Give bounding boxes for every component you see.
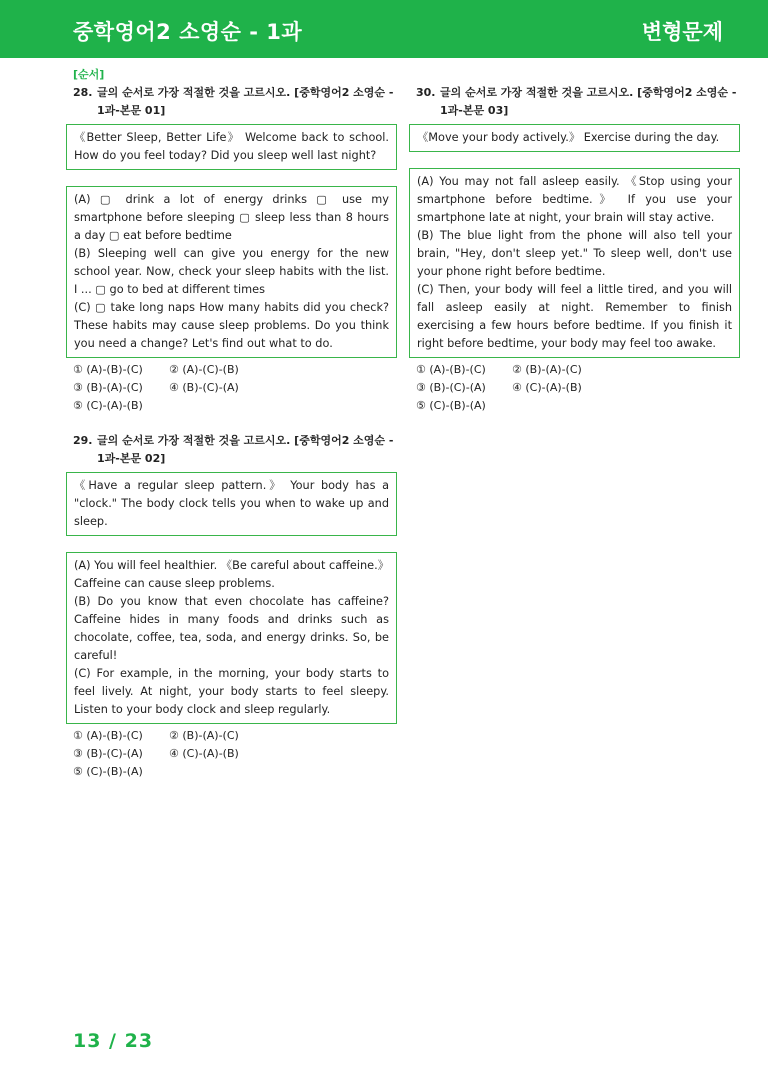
page-type-label: 변형문제 <box>641 20 723 44</box>
choice-3[interactable]: ③ (B)-(A)-(C) <box>73 381 143 394</box>
question-title-line1: 글의 순서로 가장 적절한 것을 고르시오. [중학영어2 소영순 - <box>97 434 394 447</box>
page-header <box>0 0 768 58</box>
choice-4[interactable]: ④ (C)-(A)-(B) <box>169 747 239 760</box>
question-title-line2: 1과-본문 03] <box>440 104 509 117</box>
choice-3[interactable]: ③ (B)-(C)-(A) <box>416 381 486 394</box>
question-header <box>66 432 397 468</box>
choice-1[interactable]: ① (A)-(B)-(C) <box>73 363 143 376</box>
choice-2[interactable]: ② (A)-(C)-(B) <box>169 363 239 376</box>
question-title-line2: 1과-본문 01] <box>97 104 166 117</box>
question-header <box>409 84 740 120</box>
choice-2[interactable]: ② (B)-(A)-(C) <box>169 729 239 742</box>
paragraph-c: (C) Then, your body will feel a little tired, and you will fall asleep easily at night. Remember to finish exercising a few hours before bedtime. If you finish it right before bedtime, your body may feel too awake. <box>417 283 732 350</box>
passage-box <box>66 186 397 358</box>
choice-5[interactable]: ⑤ (C)-(B)-(A) <box>73 765 143 778</box>
intro-box <box>66 472 397 536</box>
choice-4[interactable]: ④ (C)-(A)-(B) <box>512 381 582 394</box>
question-title-line1: 글의 순서로 가장 적절한 것을 고르시오. [중학영어2 소영순 - <box>97 86 394 99</box>
question-header <box>66 84 397 120</box>
intro-text: 《Move your body actively.》 Exercise during the day. <box>417 131 720 144</box>
answer-choices <box>66 361 397 415</box>
intro-box <box>66 124 397 170</box>
question-title-line2: 1과-본문 02] <box>97 452 166 465</box>
paragraph-b: (B) Do you know that even chocolate has caffeine? Caffeine hides in many foods and drinks such as chocolate, coffee, tea, soda, and energy drinks. So, be careful! <box>74 595 389 662</box>
answer-choices <box>409 361 740 415</box>
question-number: 29. <box>73 434 93 447</box>
paragraph-c: (C) ▢ take long naps How many habits did you check? These habits may cause sleep problems. Do you think you need a change? Let's find out what to do. <box>74 301 389 350</box>
choice-1[interactable]: ① (A)-(B)-(C) <box>416 363 486 376</box>
paragraph-a: (A) ▢ drink a lot of energy drinks ▢ use my smartphone before sleeping ▢ sleep less than 8 hours a day ▢ eat before bedtime <box>74 193 389 242</box>
intro-box <box>409 124 740 152</box>
intro-text: 《Better Sleep, Better Life》 Welcome back to school. How do you feel today? Did you sleep well last night? <box>74 131 389 162</box>
answer-choices <box>66 727 397 781</box>
paragraph-a: (A) You will feel healthier. 《Be careful about caffeine.》 Caffeine can cause sleep problems. <box>74 559 389 590</box>
question-category: [순서] <box>73 68 105 81</box>
passage-box <box>66 552 397 724</box>
page-number: 13 / 23 <box>73 1030 154 1052</box>
choice-2[interactable]: ② (B)-(A)-(C) <box>512 363 582 376</box>
choice-1[interactable]: ① (A)-(B)-(C) <box>73 729 143 742</box>
paragraph-b: (B) Sleeping well can give you energy for the new school year. Now, check your sleep habits with the list. I ... ▢ go to bed at different times <box>74 247 389 296</box>
question-number: 30. <box>416 86 436 99</box>
paragraph-a: (A) You may not fall asleep easily. 《Stop using your smartphone before bedtime.》 If you use your smartphone late at night, your brain will stay active. <box>417 175 732 224</box>
passage-box <box>409 168 740 358</box>
question-28 <box>66 84 397 415</box>
choice-5[interactable]: ⑤ (C)-(A)-(B) <box>73 399 143 412</box>
question-number: 28. <box>73 86 93 99</box>
page-title: 중학영어2 소영순 - 1과 <box>73 20 303 44</box>
question-29 <box>66 432 397 781</box>
choice-5[interactable]: ⑤ (C)-(B)-(A) <box>416 399 486 412</box>
question-title-line1: 글의 순서로 가장 적절한 것을 고르시오. [중학영어2 소영순 - <box>440 86 737 99</box>
paragraph-b: (B) The blue light from the phone will also tell your brain, "Hey, don't sleep yet." To sleep well, don't use your phone right before bedtime. <box>417 229 732 278</box>
choice-4[interactable]: ④ (B)-(C)-(A) <box>169 381 239 394</box>
intro-text: 《Have a regular sleep pattern.》 Your body has a "clock." The body clock tells you when to wake up and sleep. <box>74 479 389 528</box>
paragraph-c: (C) For example, in the morning, your body starts to feel lively. At night, your body starts to feel sleepy. Listen to your body clock and sleep regularly. <box>74 667 389 716</box>
choice-3[interactable]: ③ (B)-(C)-(A) <box>73 747 143 760</box>
question-30 <box>409 84 740 415</box>
